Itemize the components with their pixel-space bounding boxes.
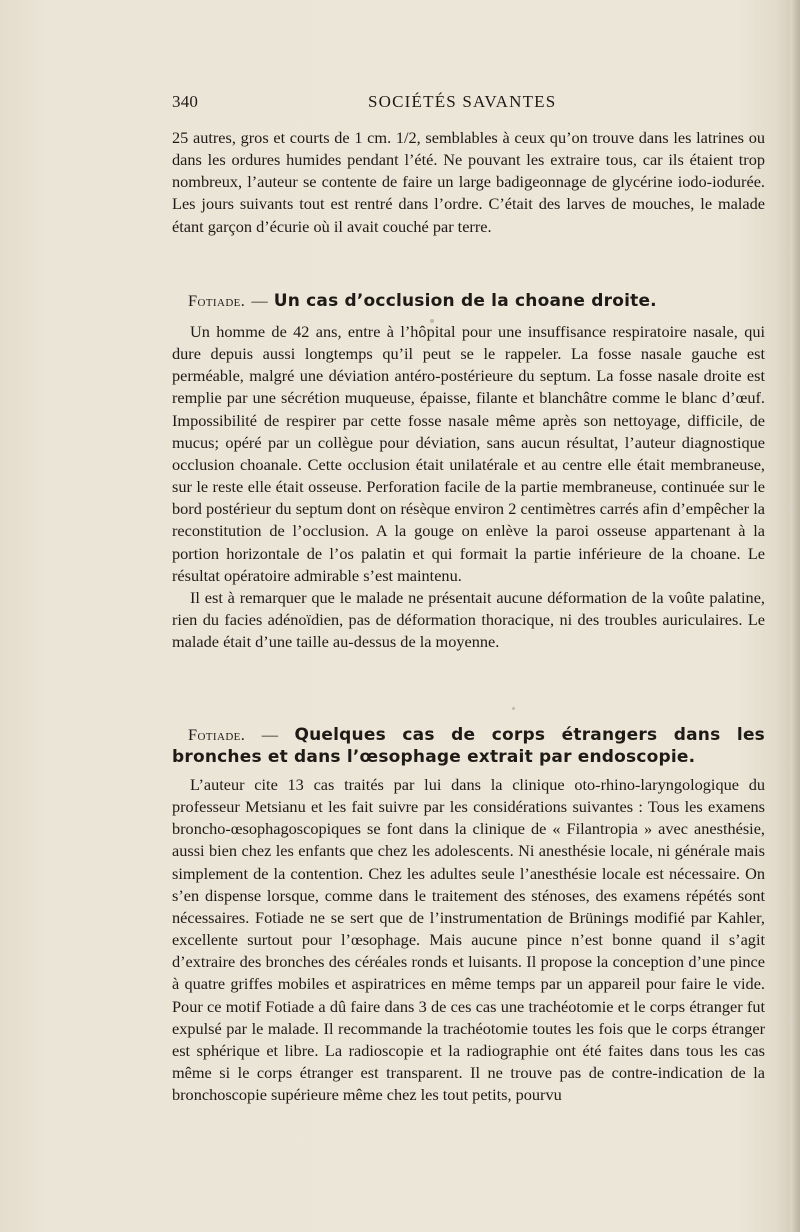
continuation-paragraph: 25 autres, gros et courts de 1 cm. 1/2, semblables à ceux qu’on trouve dans les latrines ou dans les ordures humides pendant l’été. Ne pouvant les extraire tous, car ils étaient trop nombreux, l’auteur se contente de faire un large badigeonnage de glycérine iodo-iodurée. Les jours suivants tout est rentré dans l’ordre. C’était des larves de mouches, le malade étant garçon d’écurie où il avait couché par terre. [172, 128, 765, 236]
page-number: 340 [172, 92, 199, 111]
article-title: Quelques cas de corps étrangers dans les bronches et dans l’œsophage extrait par endoscopie. [172, 725, 765, 767]
article-body-occlusion [172, 321, 765, 653]
running-title: SOCIÉTÉS SAVANTES [368, 92, 557, 111]
heading-dash: — [261, 725, 278, 744]
article-heading-occlusion [188, 290, 765, 312]
page-edge [790, 0, 800, 1232]
running-head [172, 92, 765, 116]
paper-spot [430, 319, 434, 323]
article-body-corps-etrangers [172, 774, 765, 1106]
article-author: Fotiade. [188, 725, 246, 744]
article-paragraph: Un homme de 42 ans, entre à l’hôpital pour une insuffisance respiratoire nasale, qui dure depuis aussi longtemps qu’il peut se le rappeler. La fosse nasale gauche est perméable, malgré une déviation antéro-postérieure du septum. La fosse nasale droite est remplie par une sécrétion muqueuse, épaisse, filante et blanchâtre comme le blanc d’œuf. Impossibilité de respirer par cette fosse nasale même après son nettoyage, difficile, de mucus; opéré par un collègue pour déviation, sans aucun résultat, l’auteur diagnostique occlusion choanale. Cette occlusion était unilatérale et au centre elle était membraneuse, sur le reste elle était osseuse. Perforation facile de la partie membraneuse, continuée sur le bord postérieur du septum dont on résèque environ 2 centimètres carrés afin d’empêcher la reconstitution de l’occlusion. A la gouge on enlève la paroi osseuse appartenant à la portion horizontale de l’os palatin et qui formait la partie inférieure de la choane. Le résultat opératoire admirable s’est maintenu. [172, 322, 765, 585]
article-paragraph: L’auteur cite 13 cas traités par lui dans la clinique oto-rhino-laryngologique du professeur Metsianu et les fait suivre par les considérations suivantes : Tous les examens broncho-œsophagoscopiques se font dans la clinique de « Filantropia » avec anesthésie, aussi bien chez les enfants que chez les adolescents. Ni anesthésie locale, ni générale mais simplement de la contention. Chez les adultes seule l’anesthésie locale est nécessaire. On s’en dispense lorsque, comme dans le traitement des sténoses, des examens répétés sont nécessaires. Fotiade ne se sert que de l’instrumentation de Brünings modifié par Kahler, excellente surtout pour l’œsophage. Mais aucune pince n’est bonne quand il s’agit d’extraire des bronches des céréales ronds et luisants. Il propose la conception d’une pince à quatre griffes mobiles et aspiratrices en même temps par un appareil pour faire le vide. Pour ce motif Fotiade a dû faire dans 3 de ces cas une trachéotomie et le corps étranger fut expulsé par le malade. Il recommande la trachéotomie toutes les fois que le corps étranger est sphérique et libre. La radioscopie et la radiographie ont été faites dans tous les cas même si le corps étranger est transparent. Il ne trouve pas de contre-indication de la bronchoscopie supérieure même chez les tout petits, pourvu [172, 775, 765, 1105]
heading-dash: — [251, 291, 268, 310]
article-author: Fotiade. [188, 291, 246, 310]
article-paragraph: Il est à remarquer que le malade ne présentait aucune déformation de la voûte palatine, rien du facies adénoïdien, pas de déformation thoracique, ni des troubles auriculaires. Le malade était d’une taille au-dessus de la moyenne. [172, 587, 765, 652]
article-title: Un cas d’occlusion de la choane droite. [273, 291, 657, 311]
article-heading-corps-etrangers [172, 724, 765, 768]
paper-spot [512, 707, 515, 710]
continuation-paragraph-block [172, 127, 765, 238]
